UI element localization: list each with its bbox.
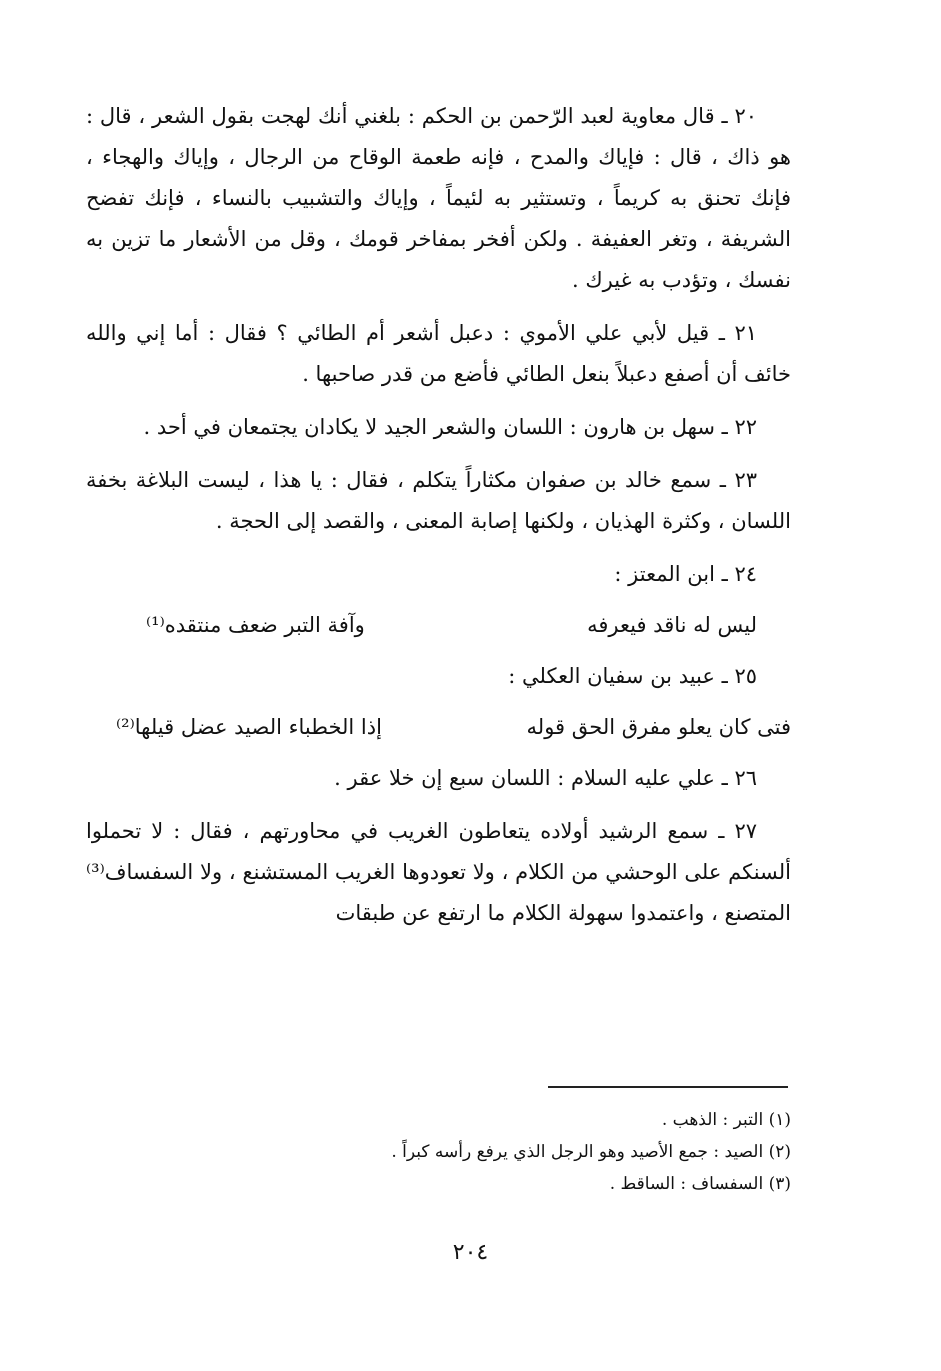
verse-24-first-hemistich: ليس له ناقد فيعرفه	[587, 613, 757, 637]
item-25-heading: ٢٥ ـ عبيد بن سفيان العكلي :	[508, 664, 757, 688]
main-text	[86, 96, 791, 946]
paragraph-23: ٢٣ ـ سمع خالد بن صفوان مكثاراً يتكلم ، فقال : يا هذا ، ليست البلاغة بخفة اللسان ، وكثرة الهذيان ، ولكنها إصابة المعنى ، والقصد إلى الحجة .	[86, 468, 791, 533]
verse-24-second-hemistich: وآفة التبر ضعف منتقده⁽¹⁾	[146, 613, 365, 637]
page-number: ٢٠٤	[452, 1240, 489, 1265]
paragraph-21: ٢١ ـ قيل لأبي علي الأموي : دعبل أشعر أم الطائي ؟ فقال : أما إني والله خائف أن أصفع دعبلاً بنعل الطائي فأضع من قدر صاحبها .	[86, 321, 791, 386]
footnote-1: (١) التبر : الذهب .	[661, 1110, 791, 1130]
footnote-3: (٣) السفساف : الساقط .	[609, 1174, 791, 1194]
paragraph-26: ٢٦ ـ علي عليه السلام : اللسان سبع إن خلا عقر .	[334, 766, 757, 790]
footnote-divider	[548, 1086, 788, 1088]
paragraph-20: ٢٠ ـ قال معاوية لعبد الرّحمن بن الحكم : بلغني أنك لهجت بقول الشعر ، قال : هو ذاك ، قال : فإياك والمدح ، فإنه طعمة الوقاح من الرجال ، وإياك والهجاء ، فإنك تحنق به كريماً ، وتستثير به لئيماً ، وإياك والتشبيب بالنساء ، فإنك تفضح الشريفة ، وتغر العفيفة . ولكن أفخر بمفاخر قومك ، وقل من الأشعار ما تزين به نفسك ، وتؤدب به غيرك .	[86, 104, 791, 292]
item-24-heading: ٢٤ ـ ابن المعتز :	[614, 562, 757, 586]
item-25-verse	[86, 707, 791, 748]
paragraph-22: ٢٢ ـ سهل بن هارون : اللسان والشعر الجيد لا يكادان يجتمعان في أحد .	[143, 415, 757, 439]
footnotes	[150, 1104, 791, 1200]
verse-25-first-hemistich: فتى كان يعلو مفرق الحق قوله	[526, 715, 791, 739]
footnote-2: (٢) الصيد : جمع الأصيد وهو الرجل الذي يرفع رأسه كبراً .	[391, 1142, 791, 1162]
paragraph-27: ٢٧ ـ سمع الرشيد أولاده يتعاطون الغريب في محاورتهم ، فقال : لا تحملوا ألسنكم على الوحشي من الكلام ، ولا تعودوها الغريب المستشنع ، ولا السفساف⁽³⁾ المتصنع ، واعتمدوا سهولة الكلام ما ارتفع عن طبقات	[86, 819, 791, 925]
verse-25-second-hemistich: إذا الخطباء الصيد عضل قيلها⁽²⁾	[116, 715, 382, 739]
item-24-verse	[86, 605, 791, 646]
